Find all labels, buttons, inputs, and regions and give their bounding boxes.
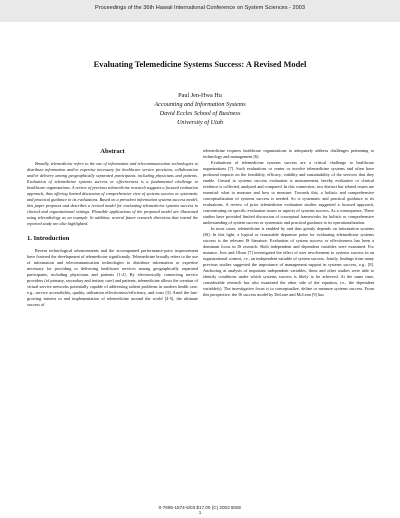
author-block (100, 91, 300, 127)
body-paragraph: Evaluations of telemedicine systems success are a critical challenge to healthcare organizations [7]. Such evaluations or center or involve telemedicine systems and often have profound impacts on the feasibility, efficacy, viability and sustainability of the services that they enable. Central to systems success evaluation is measurement, hereby evaluative or clinical evidence is collected, analyzed and compared. In this connection, two distinct but related issues are essential: what to measure and how to measure. Towards this, a holistic and comprehensive conceptualization of systems success is needed. So is systematic and practical guidance to its evaluations. A review of prior telemedicine evaluation studies suggested a focused approach, concentrating on specific evaluation issues or aspects of systems success. As a consequence, These studies have provided limited discussion of conceptual frameworks for holistic or comprehensive understanding of system success or systematic and practical guidance to its operationalization. (203, 160, 374, 225)
introduction-heading: 1. Introduction (27, 235, 70, 242)
page-footer (0, 505, 400, 515)
body-paragraph: In most cases, telemedicine is enabled by and thus greatly depends on information systems (IS). In this light, a logical or reasonable departure point for evaluating telemedicine systems success is the relevant IS literature. Evaluation of system success or effectiveness has been a dominant focus in IS research. Both independent and dependent variables were examined. For instance, Ives and Olson [7] investigated the effect of user involvement to systems success in an organizational context, i.e., an independent variable of system success. Jointly, findings from many previous studies suggested the importance of management support in systems success, e.g., [8]. Anchoring at analysis of important independent variables, these and other studies were able to identify conditions under which systems success is likely to be achieved. At the same time, considerable research has also examined the other side of the equation, i.e., the dependent variable(s). The investigative focus is to conceptualize, define or measure systems success. From this perspective, the IS success model by DeLone and McLean [9] has (203, 226, 374, 297)
left-column (27, 148, 198, 308)
header-bar (0, 0, 400, 22)
affiliation-school: David Eccles School of Business (159, 110, 241, 117)
paper-title: Evaluating Telemedicine Systems Success: A Revised Model (93, 60, 307, 69)
author-name: Paul Jen-Hwa Hu (178, 92, 222, 99)
introduction-paragraph: Recent technological advancements and the accompanied performance-price improvement have fostered the development of telemedicine significantly. Telemedicine broadly refers to the use of information and telecommunication technologies to distribute information or expertise necessary for providing or delivering healthcare services among geographically separated participants, including physicians and patients [1-2]. By electronically connecting service providers (of primary, secondary and tertiary care) and patients, telemedicine allows the creation of virtual service networks potentially capable of addressing salient problems in modern health care, e.g., service accessibility, quality, utilization effectiveness/efficiency, and costs [3]. Amid the fast-growing interest in and implementation of telemedicine around the world [4-5], the ultimate success of (27, 248, 198, 307)
right-column (203, 148, 374, 298)
body-paragraph: telemedicine requires healthcare organizations to adequately address challenges pertaining to technology and management [6]. (203, 148, 374, 159)
affiliation-university: University of Utah (176, 119, 224, 126)
footer-copyright: 0-7695-1874-5/03 $17.00 (C) 2003 IEEE (158, 505, 242, 510)
abstract-heading: Abstract (100, 148, 125, 155)
abstract-text: Broadly, telemedicine refers to the use of information and telecommunication technologies to distribute information and/or expertise necessary for healthcare service provision, collaboration and/or delivery among geographically separated participants, including physicians and patients. Evaluation of telemedicine systems success or effectiveness is a fundamental challenge to healthcare organizations. A review of previous telemedicine research suggests a focused evaluation approach, thus offering limited discussion of comprehensive view of systems success or systematic and practical guidance to its evaluations. Based on a prevalent information systems success model, this paper proposes and describes a revised model for evaluating telemedicine systems success in clinical and organizational settings. Plausible applications of the proposed model are illustrated using teleradiology as an example. In addition, several future research directions that extend the reported study are also highlighted. (27, 161, 198, 226)
page-number: 1 (198, 510, 202, 515)
affiliation-department: Accounting and Information Systems (154, 101, 246, 108)
conference-header: Proceedings of the 36th Hawaii International Conference on System Sciences - 2003 (95, 5, 305, 11)
